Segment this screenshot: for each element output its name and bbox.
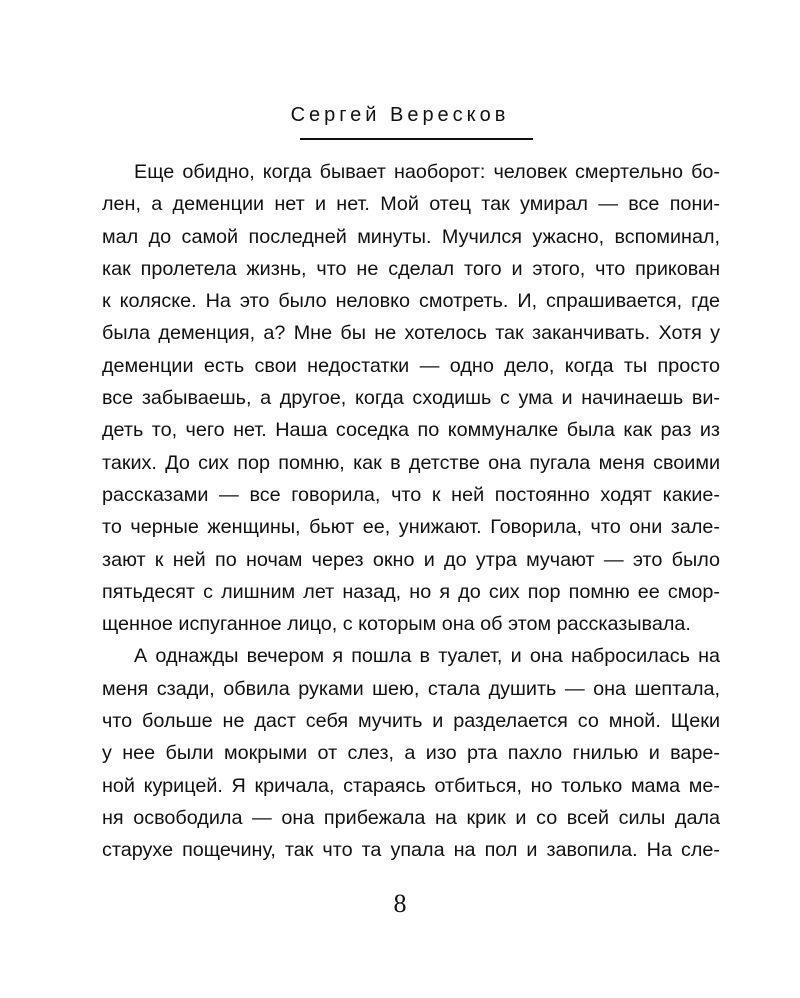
running-head-author: Сергей Вересков <box>290 104 510 126</box>
text-line: зают к ней по ночам через окно и до утра мучают — это было <box>102 548 720 571</box>
text-line: как пролетела жизнь, что не сделал того и этого, что прикован <box>102 257 720 280</box>
text-line: ной курицей. Я кричала, стараясь отбиться, но только мама ме- <box>102 774 720 797</box>
text-line: деть то, чего нет. Наша соседка по коммуналке была как раз из <box>102 419 720 442</box>
text-line: ня освободила — она прибежала на крик и со всей силы дала <box>102 806 720 829</box>
text-line: была деменция, а? Мне бы не хотелось так заканчивать. Хотя у <box>102 322 720 345</box>
page-number: 8 <box>393 889 407 918</box>
header-rule <box>300 138 533 140</box>
text-line: у нее были мокрыми от слез, а изо рта пахло гнилью и варе- <box>102 742 720 765</box>
text-line: таких. До сих пор помню, как в детстве она пугала меня своими <box>102 451 720 474</box>
text-line: что больше не даст себя мучить и разделается со мной. Щеки <box>102 710 720 733</box>
text-line: щенное испуганное лицо, с которым она об этом рассказывала. <box>102 613 691 636</box>
text-line: к коляске. На это было неловко смотреть. И, спрашивается, где <box>102 290 720 313</box>
paragraph-1 <box>102 156 720 640</box>
text-line: пятьдесят с лишним лет назад, но я до сих пор помню ее смор- <box>102 580 720 603</box>
text-line: рассказами — все говорила, что к ней постоянно ходят какие- <box>102 483 720 506</box>
text-line: то черные женщины, бьют ее, унижают. Говорила, что они зале- <box>102 516 720 539</box>
text-line: меня сзади, обвила руками шею, стала душить — она шептала, <box>102 677 720 700</box>
text-line: все забываешь, а другое, когда сходишь с ума и начинаешь ви- <box>102 387 720 410</box>
text-line: мал до самой последней минуты. Мучился ужасно, вспоминал, <box>102 225 720 248</box>
text-line: деменции есть свои недостатки — одно дело, когда ты просто <box>102 354 720 377</box>
text-line: лен, а деменции нет и нет. Мой отец так умирал — все пони- <box>102 193 720 216</box>
paragraph-2 <box>102 640 720 866</box>
text-line: старухе пощечину, так что та упала на пол и завопила. На сле- <box>102 839 720 862</box>
text-line: А однажды вечером я пошла в туалет, и она набросилась на <box>134 645 720 668</box>
text-line: Еще обидно, когда бывает наоборот: человек смертельно бо- <box>134 161 720 183</box>
body-text <box>102 156 720 867</box>
